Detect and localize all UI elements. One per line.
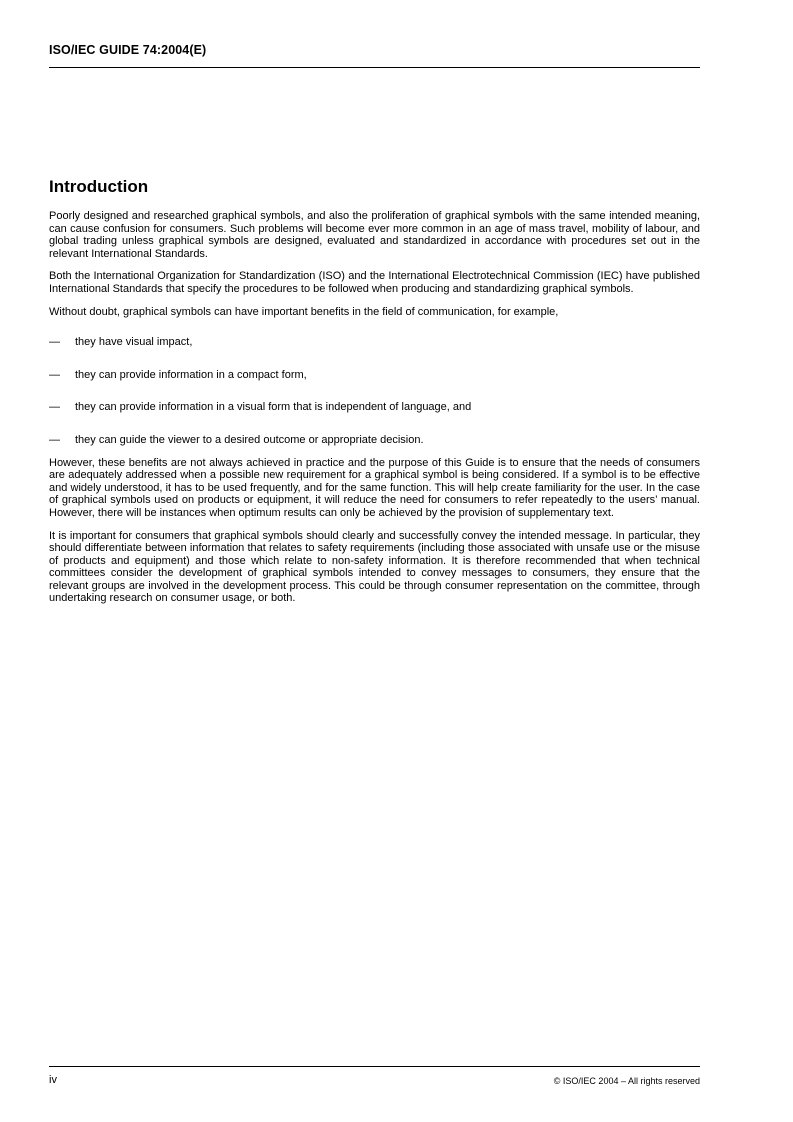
body-paragraph-5: It is important for consumers that graphical symbols should clearly and successfully convey the intended message. In particular, they should differentiate between information that relates to safety requirements (including those associated with unsafe use or the misuse of products and equipment) and those which relate to non-safety information. It is therefore recommended that when technical committees consider the development of graphical symbols intended to convey messages to consumers, they ensure that the relevant groups are involved in the development process. This could be through consumer representation on the committee, through undertaking research on consumer usage, or both. bbox=[49, 529, 700, 605]
document-body bbox=[49, 176, 700, 615]
dash-marker: — bbox=[49, 401, 60, 414]
intro-paragraph-2: Both the International Organization for Standardization (ISO) and the International Electrotechnical Commission (IEC) have published International Standards that specify the procedures to be followed when producing and standardizing graphical symbols. bbox=[49, 270, 700, 295]
intro-paragraph-1: Poorly designed and researched graphical symbols, and also the proliferation of graphical symbols with the same intended meaning, can cause confusion for consumers. Such problems will become ever more common in an age of mass travel, mobility of labour, and global trading unless graphical symbols are designed, evaluated and standardized in accordance with procedures set out in the relevant International Standards. bbox=[49, 210, 700, 260]
body-paragraph-4: However, these benefits are not always achieved in practice and the purpose of this Guide is to ensure that the needs of consumers are adequately addressed when a possible new requirement for a graphical symbol is being considered. If a symbol is to be effective and widely understood, it has to be used frequently, and for the same function. This will help create familiarity for the user. In the case of graphical symbols used on products or equipment, it will reduce the need for consumers to refer repeatedly to the users’ manual. However, there will be instances when optimum results can only be achieved by the provision of supplementary text. bbox=[49, 456, 700, 519]
page-number: iv bbox=[49, 1074, 57, 1086]
dash-marker: — bbox=[49, 368, 60, 381]
list-item-text: they can provide information in a visual form that is independent of language, and bbox=[75, 401, 472, 414]
list-item-text: they have visual impact, bbox=[75, 336, 193, 349]
intro-paragraph-3: Without doubt, graphical symbols can have important benefits in the field of communication, for example, bbox=[49, 305, 559, 318]
section-heading: Introduction bbox=[49, 177, 149, 196]
document-header-title: ISO/IEC GUIDE 74:2004(E) bbox=[49, 43, 207, 57]
dash-marker: — bbox=[49, 336, 60, 349]
list-item bbox=[49, 336, 700, 349]
list-item bbox=[49, 369, 700, 382]
list-item-text: they can guide the viewer to a desired outcome or appropriate decision. bbox=[75, 433, 424, 446]
list-item bbox=[49, 434, 700, 447]
list-item bbox=[49, 401, 700, 414]
dash-marker: — bbox=[49, 433, 60, 446]
header-rule bbox=[49, 67, 700, 68]
list-item-text: they can provide information in a compact form, bbox=[75, 368, 307, 381]
copyright-notice: © ISO/IEC 2004 – All rights reserved bbox=[553, 1076, 700, 1086]
benefits-list bbox=[49, 336, 700, 446]
footer-rule bbox=[49, 1066, 700, 1067]
